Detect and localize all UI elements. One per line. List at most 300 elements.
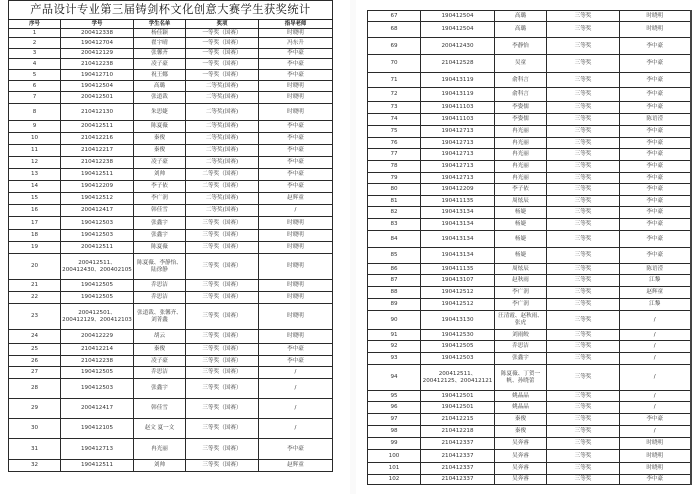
cell-award: 三等奖 xyxy=(547,463,620,475)
cell-award: 二等奖(国赛) xyxy=(186,193,259,205)
cell-award: 三等奖 xyxy=(547,438,620,450)
table-row xyxy=(9,292,333,304)
cell-advisor: 时晓明 xyxy=(620,438,691,450)
column-header-student-names: 学生名单 xyxy=(134,20,186,29)
awards-table-right xyxy=(367,10,692,485)
table-row xyxy=(368,114,691,126)
cell-award: 三等奖 xyxy=(547,311,620,330)
cell-number: 17 xyxy=(9,217,61,230)
cell-student-names: 李姿儒 xyxy=(495,114,547,126)
cell-number: 30 xyxy=(9,419,61,439)
table-row xyxy=(9,367,333,379)
cell-advisor: 李中豪 xyxy=(620,207,691,219)
cell-student-id: 190412710 xyxy=(61,70,134,81)
cell-award: 三等奖（国赛） xyxy=(186,242,259,254)
cell-student-names: 高璐 xyxy=(134,81,186,92)
cell-student-names: 张鑫宇 xyxy=(134,217,186,230)
table-row xyxy=(368,365,691,391)
cell-student-names: 赵文 夏一文 xyxy=(134,419,186,439)
cell-advisor: 李中豪 xyxy=(620,219,691,231)
cell-student-names: 胡云 xyxy=(134,330,186,344)
cell-number: 76 xyxy=(368,138,421,149)
table-row xyxy=(9,133,333,145)
cell-number: 24 xyxy=(9,330,61,344)
cell-student-names: 张鑫宇 xyxy=(134,379,186,399)
cell-advisor: 李中豪 xyxy=(620,138,691,149)
cell-award: 二等奖(国赛) xyxy=(186,133,259,145)
cell-student-id: 190413134 xyxy=(421,231,495,248)
cell-student-id: 190412505 xyxy=(61,280,134,292)
table-row xyxy=(368,450,691,463)
cell-student-id: 200412430 xyxy=(421,38,495,55)
cell-advisor: 时晓明 xyxy=(259,81,333,92)
cell-advisor: 时晓明 xyxy=(259,292,333,304)
cell-number: 68 xyxy=(368,22,421,38)
cell-student-names: 周炫辰 xyxy=(495,264,547,275)
cell-student-names: 乔思洁 xyxy=(495,341,547,353)
table-row xyxy=(9,230,333,242)
cell-student-id: 190413130 xyxy=(421,311,495,330)
cell-student-names: 朱思婕 xyxy=(134,104,186,121)
cell-award: 一等奖（国赛） xyxy=(186,49,259,59)
cell-student-names: 姚晶晶 xyxy=(495,402,547,414)
cell-advisor: 时晓明 xyxy=(259,254,333,280)
cell-award: 三等奖 xyxy=(547,287,620,299)
cell-advisor: 李中豪 xyxy=(620,38,691,55)
cell-number: 93 xyxy=(368,353,421,365)
cell-student-id: 190413119 xyxy=(421,73,495,88)
cell-student-names: 张道裁、张馨齐、刘菁鑫 xyxy=(134,304,186,330)
cell-student-names: 刘帅 xyxy=(134,460,186,472)
cell-student-id: 200412511 xyxy=(61,242,134,254)
cell-student-names: 冉光丽 xyxy=(495,138,547,149)
cell-advisor: 李中豪 xyxy=(620,414,691,426)
table-row xyxy=(9,38,333,49)
table-row xyxy=(368,38,691,55)
table-body-left xyxy=(9,29,333,472)
cell-number: 96 xyxy=(368,402,421,414)
table-row xyxy=(368,330,691,341)
cell-award: 三等奖 xyxy=(547,173,620,184)
cell-number: 90 xyxy=(368,311,421,330)
cell-advisor: 时晓明 xyxy=(259,92,333,104)
cell-award: 三等奖 xyxy=(547,264,620,275)
cell-student-id: 190412504 xyxy=(421,22,495,38)
cell-student-id: 190412713 xyxy=(421,149,495,161)
cell-student-names: 杨婕 xyxy=(495,248,547,264)
cell-student-id: 200412511 xyxy=(61,121,134,133)
cell-advisor: 李中豪 xyxy=(620,196,691,207)
cell-student-id: 210412217 xyxy=(61,145,134,157)
column-header-award: 奖项 xyxy=(186,20,259,29)
cell-number: 94 xyxy=(368,365,421,391)
cell-advisor: 李中豪 xyxy=(620,231,691,248)
cell-advisor: / xyxy=(259,367,333,379)
cell-advisor: 李中豪 xyxy=(259,121,333,133)
cell-student-id: 190413134 xyxy=(421,207,495,219)
table-row xyxy=(368,231,691,248)
table-row xyxy=(368,207,691,219)
cell-student-id: 210412130 xyxy=(61,104,134,121)
cell-advisor: 李中豪 xyxy=(259,439,333,460)
cell-advisor: / xyxy=(259,205,333,217)
cell-advisor: / xyxy=(620,391,691,402)
cell-student-id: 190411135 xyxy=(421,264,495,275)
cell-advisor: 李中豪 xyxy=(259,344,333,356)
cell-award: 三等奖 xyxy=(547,196,620,207)
cell-student-id: 200412417 xyxy=(61,205,134,217)
cell-award: 三等奖 xyxy=(547,341,620,353)
table-row xyxy=(368,341,691,353)
cell-number: 12 xyxy=(9,157,61,169)
cell-award: 三等奖 xyxy=(547,402,620,414)
cell-number: 88 xyxy=(368,287,421,299)
cell-award: 二等奖(国赛) xyxy=(186,145,259,157)
cell-student-names: 汪清霞、赵秋雨、张虎 xyxy=(495,311,547,330)
cell-advisor: 李中豪 xyxy=(620,248,691,264)
cell-award: 二等奖(国赛) xyxy=(186,157,259,169)
cell-student-id: 190412209 xyxy=(61,181,134,193)
cell-advisor: 时晓明 xyxy=(259,230,333,242)
cell-student-names: 陈夏薇、李静怡、陆徐静 xyxy=(134,254,186,280)
cell-award: 二等奖(国赛) xyxy=(186,205,259,217)
cell-advisor: 李中豪 xyxy=(259,145,333,157)
cell-advisor: / xyxy=(620,402,691,414)
table-row xyxy=(368,353,691,365)
cell-number: 26 xyxy=(9,356,61,367)
cell-number: 78 xyxy=(368,161,421,173)
cell-advisor: 李中豪 xyxy=(620,475,691,485)
cell-student-names: 李广润 xyxy=(495,299,547,311)
cell-award: 三等奖（国赛） xyxy=(186,399,259,419)
column-header-advisor: 指导老师 xyxy=(259,20,333,29)
table-row xyxy=(9,181,333,193)
cell-student-names: 乔思洁 xyxy=(134,280,186,292)
cell-student-names: 李子依 xyxy=(134,181,186,193)
cell-student-id: 190412503 xyxy=(421,353,495,365)
cell-award: 三等奖 xyxy=(547,275,620,287)
cell-student-id: 210412337 xyxy=(421,463,495,475)
table-row xyxy=(9,59,333,70)
cell-student-names: 李广润 xyxy=(134,193,186,205)
cell-number: 85 xyxy=(368,248,421,264)
table-row xyxy=(368,173,691,184)
cell-number: 89 xyxy=(368,299,421,311)
table-row xyxy=(368,11,691,22)
cell-award: 三等奖 xyxy=(547,231,620,248)
cell-student-names: 吴奔睿 xyxy=(495,450,547,463)
cell-award: 三等奖（国赛） xyxy=(186,379,259,399)
cell-student-names: 凌子豪 xyxy=(134,157,186,169)
cell-student-names: 张鑫宇 xyxy=(495,353,547,365)
cell-student-names: 乔思洁 xyxy=(134,367,186,379)
cell-student-names: 秦俊 xyxy=(134,133,186,145)
cell-student-names: 韩佳雪 xyxy=(134,205,186,217)
cell-student-id: 210412337 xyxy=(421,475,495,485)
cell-student-id: 190412512 xyxy=(61,193,134,205)
cell-award: 三等奖（国赛） xyxy=(186,330,259,344)
table-row xyxy=(9,460,333,472)
cell-number: 101 xyxy=(368,463,421,475)
table-row xyxy=(368,55,691,73)
cell-student-id: 190413134 xyxy=(421,219,495,231)
cell-student-id: 210412337 xyxy=(421,438,495,450)
cell-student-names: 张鑫宇 xyxy=(134,230,186,242)
table-row xyxy=(368,102,691,114)
cell-award: 三等奖（国赛） xyxy=(186,254,259,280)
cell-student-id: 190413119 xyxy=(421,88,495,102)
cell-award: 二等奖（国赛） xyxy=(186,181,259,193)
cell-number: 71 xyxy=(368,73,421,88)
cell-advisor: 李中豪 xyxy=(259,59,333,70)
cell-advisor: 时晓明 xyxy=(259,104,333,121)
cell-award: 三等奖 xyxy=(547,149,620,161)
cell-student-id: 210412218 xyxy=(421,426,495,438)
cell-advisor: / xyxy=(620,353,691,365)
cell-student-names: 祝王娜 xyxy=(134,70,186,81)
cell-award: 三等奖 xyxy=(547,248,620,264)
cell-student-names: 刘雨鲛 xyxy=(495,330,547,341)
cell-advisor: 时晓明 xyxy=(259,217,333,230)
cell-advisor: 赵辉童 xyxy=(259,193,333,205)
cell-student-id: 210412528 xyxy=(421,55,495,73)
cell-student-names: 张馨齐 xyxy=(134,49,186,59)
table-row xyxy=(368,22,691,38)
cell-number: 6 xyxy=(9,81,61,92)
cell-student-names: 赵秋雨 xyxy=(495,275,547,287)
table-row xyxy=(368,138,691,149)
cell-number: 32 xyxy=(9,460,61,472)
cell-student-id: 190412501 xyxy=(421,402,495,414)
cell-advisor: 李中豪 xyxy=(259,169,333,181)
cell-student-names: 吴奔睿 xyxy=(495,438,547,450)
column-header-student-id: 学号 xyxy=(61,20,134,29)
cell-student-names: 陈夏薇 xyxy=(134,242,186,254)
cell-award: 一等奖（国赛） xyxy=(186,70,259,81)
table-row xyxy=(368,219,691,231)
cell-student-id: 210412337 xyxy=(421,450,495,463)
cell-number: 21 xyxy=(9,280,61,292)
cell-award: 三等奖 xyxy=(547,55,620,73)
cell-award: 三等奖 xyxy=(547,102,620,114)
cell-student-id: 190412503 xyxy=(61,379,134,399)
cell-number: 95 xyxy=(368,391,421,402)
cell-student-names: 冉光丽 xyxy=(495,126,547,138)
table-row xyxy=(9,280,333,292)
cell-number: 74 xyxy=(368,114,421,126)
cell-number: 69 xyxy=(368,38,421,55)
cell-number: 99 xyxy=(368,438,421,450)
cell-number: 87 xyxy=(368,275,421,287)
table-row xyxy=(368,275,691,287)
table-row xyxy=(368,149,691,161)
cell-student-id: 190412530 xyxy=(421,330,495,341)
cell-advisor: 江黎 xyxy=(620,275,691,287)
cell-student-names: 吴奔睿 xyxy=(495,463,547,475)
cell-advisor: 冯东升 xyxy=(259,38,333,49)
cell-advisor: 江黎 xyxy=(620,299,691,311)
document-title: 产品设计专业第三届铸剑杯文化创意大赛学生获奖统计 xyxy=(9,1,333,20)
cell-advisor: 李中豪 xyxy=(259,181,333,193)
cell-student-id: 190412504 xyxy=(61,81,134,92)
cell-advisor: / xyxy=(259,399,333,419)
cell-award: 二等奖(国赛) xyxy=(186,92,259,104)
cell-student-id: 190413107 xyxy=(421,275,495,287)
cell-award: 三等奖 xyxy=(547,184,620,196)
cell-student-id: 210412238 xyxy=(61,59,134,70)
table-row xyxy=(368,402,691,414)
table-row xyxy=(368,426,691,438)
table-row xyxy=(9,49,333,59)
cell-student-id: 200412417 xyxy=(61,399,134,419)
cell-advisor: 李中豪 xyxy=(620,149,691,161)
cell-student-id: 200412338 xyxy=(61,29,134,38)
cell-student-names: 秦俊 xyxy=(495,414,547,426)
cell-student-id: 190412105 xyxy=(61,419,134,439)
cell-number: 86 xyxy=(368,264,421,275)
cell-advisor: 李中豪 xyxy=(259,133,333,145)
table-row xyxy=(368,184,691,196)
cell-award: 三等奖 xyxy=(547,126,620,138)
cell-student-id: 210412214 xyxy=(61,344,134,356)
cell-student-id: 190413134 xyxy=(421,248,495,264)
cell-student-names: 冉光丽 xyxy=(495,173,547,184)
cell-award: 三等奖 xyxy=(547,219,620,231)
cell-award: 三等奖（国赛） xyxy=(186,230,259,242)
cell-award: 三等奖（国赛） xyxy=(186,292,259,304)
cell-number: 22 xyxy=(9,292,61,304)
cell-student-names: 凌子豪 xyxy=(134,59,186,70)
cell-number: 14 xyxy=(9,181,61,193)
cell-number: 3 xyxy=(9,49,61,59)
cell-award: 三等奖 xyxy=(547,22,620,38)
cell-award: 三等奖 xyxy=(547,353,620,365)
cell-award: 三等奖 xyxy=(547,414,620,426)
table-row xyxy=(9,92,333,104)
cell-student-names: 杨佳颖 xyxy=(134,29,186,38)
cell-award: 三等奖（国赛） xyxy=(186,460,259,472)
table-row xyxy=(9,157,333,169)
cell-number: 91 xyxy=(368,330,421,341)
cell-advisor: 时晓明 xyxy=(259,330,333,344)
table-row xyxy=(9,330,333,344)
cell-student-names: 凌子豪 xyxy=(134,356,186,367)
table-row xyxy=(9,439,333,460)
cell-student-names: 秦俊 xyxy=(134,344,186,356)
column-header-number: 序号 xyxy=(9,20,61,29)
cell-award: 三等奖（国赛） xyxy=(186,419,259,439)
cell-student-names: 杨婕 xyxy=(495,207,547,219)
cell-advisor: 李中豪 xyxy=(620,88,691,102)
cell-student-id: 200412511、200412430、200402105 xyxy=(61,254,134,280)
cell-number: 83 xyxy=(368,219,421,231)
cell-student-id: 190411103 xyxy=(421,102,495,114)
cell-award: 二等奖（国赛） xyxy=(186,169,259,181)
cell-advisor: 李中豪 xyxy=(259,70,333,81)
table-row xyxy=(368,299,691,311)
cell-advisor: 李中豪 xyxy=(259,356,333,367)
cell-number: 79 xyxy=(368,173,421,184)
cell-student-names: 吴奔睿 xyxy=(495,475,547,485)
cell-award: 三等奖（国赛） xyxy=(186,217,259,230)
cell-number: 80 xyxy=(368,184,421,196)
cell-student-names: 乔思洁 xyxy=(134,292,186,304)
cell-award: 三等奖（国赛） xyxy=(186,344,259,356)
cell-number: 10 xyxy=(9,133,61,145)
table-row xyxy=(9,81,333,92)
cell-student-names: 冉光丽 xyxy=(134,439,186,460)
cell-number: 75 xyxy=(368,126,421,138)
cell-number: 31 xyxy=(9,439,61,460)
cell-student-names: 李姿儒 xyxy=(495,102,547,114)
cell-number: 2 xyxy=(9,38,61,49)
cell-student-id: 190412512 xyxy=(421,287,495,299)
cell-advisor: / xyxy=(620,311,691,330)
cell-advisor: 时晓明 xyxy=(620,11,691,22)
cell-advisor: 李中豪 xyxy=(620,184,691,196)
cell-student-id: 190412505 xyxy=(421,341,495,353)
table-row xyxy=(368,475,691,485)
cell-student-names: 李子依 xyxy=(495,184,547,196)
table-header-row xyxy=(9,20,333,29)
cell-number: 81 xyxy=(368,196,421,207)
awards-table-left xyxy=(8,0,333,472)
cell-number: 70 xyxy=(368,55,421,73)
cell-number: 28 xyxy=(9,379,61,399)
table-row xyxy=(9,344,333,356)
cell-number: 29 xyxy=(9,399,61,419)
table-row xyxy=(368,126,691,138)
cell-award: 三等奖 xyxy=(547,114,620,126)
cell-student-id: 210412215 xyxy=(421,414,495,426)
cell-award: 一等奖（国赛） xyxy=(186,29,259,38)
cell-advisor: 陈语滢 xyxy=(620,264,691,275)
cell-student-id: 190412713 xyxy=(421,126,495,138)
table-row xyxy=(9,379,333,399)
cell-student-names: 冉光丽 xyxy=(495,161,547,173)
cell-advisor: 时晓明 xyxy=(259,242,333,254)
cell-number: 5 xyxy=(9,70,61,81)
cell-award: 三等奖（国赛） xyxy=(186,280,259,292)
table-row xyxy=(9,29,333,38)
cell-award: 三等奖 xyxy=(547,38,620,55)
cell-advisor: 时晓明 xyxy=(259,280,333,292)
cell-advisor: / xyxy=(259,379,333,399)
cell-student-names: 张道裁 xyxy=(134,92,186,104)
cell-award: 三等奖（国赛） xyxy=(186,439,259,460)
cell-advisor: / xyxy=(620,365,691,391)
table-row xyxy=(368,463,691,475)
cell-number: 11 xyxy=(9,145,61,157)
table-row xyxy=(9,104,333,121)
cell-advisor: / xyxy=(620,330,691,341)
cell-award: 三等奖 xyxy=(547,299,620,311)
cell-award: 三等奖 xyxy=(547,11,620,22)
cell-student-id: 190412503 xyxy=(61,217,134,230)
cell-award: 三等奖 xyxy=(547,88,620,102)
table-row xyxy=(9,242,333,254)
table-row xyxy=(9,419,333,439)
cell-award: 三等奖 xyxy=(547,365,620,391)
cell-award: 一等奖（国赛） xyxy=(186,59,259,70)
cell-advisor: / xyxy=(259,419,333,439)
cell-student-names: 杨婕 xyxy=(495,219,547,231)
cell-student-id: 190412503 xyxy=(61,230,134,242)
cell-advisor: / xyxy=(620,426,691,438)
cell-student-names: 周炫辰 xyxy=(495,196,547,207)
table-row xyxy=(9,356,333,367)
cell-number: 84 xyxy=(368,231,421,248)
